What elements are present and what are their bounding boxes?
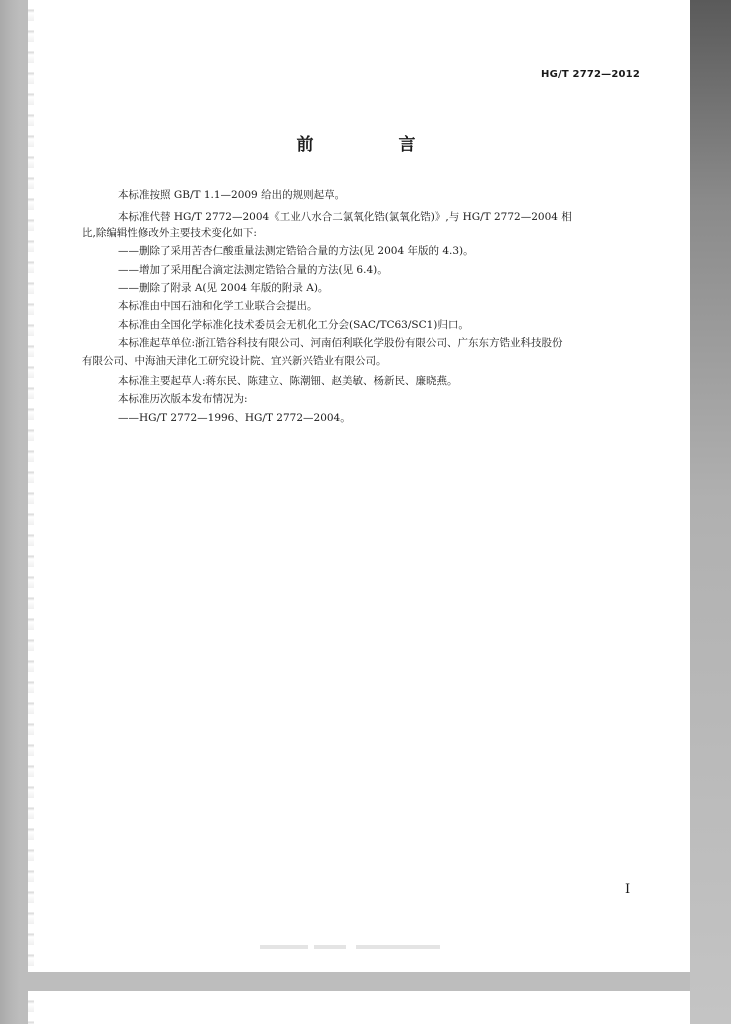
- page-title: 前 言: [296, 135, 450, 155]
- list-item: ——删除了附录 A(见 2004 年版的附录 A)。: [118, 282, 329, 294]
- standard-code: HG/T 2772—2012: [541, 69, 640, 80]
- paragraph-line: 本标准代替 HG/T 2772—2004《工业八水合二氯氧化锆(氯氧化锆)》,与 HG/T 2772—2004 相: [118, 211, 572, 223]
- scan-artifact: [356, 945, 440, 949]
- scan-edge: [28, 991, 34, 1024]
- page-number: I: [625, 882, 631, 897]
- paragraph-line: 本标准历次版本发布情况为:: [118, 393, 248, 405]
- paragraph-line: 比,除编辑性修改外主要技术变化如下:: [82, 227, 257, 239]
- scan-artifact: [314, 945, 346, 949]
- list-item: ——HG/T 2772—1996、HG/T 2772—2004。: [118, 412, 351, 424]
- list-item: ——删除了采用苦杏仁酸重量法测定锆铪合量的方法(见 2004 年版的 4.3)。: [118, 245, 474, 257]
- viewer-gutter: [690, 0, 731, 1024]
- paragraph-line: 本标准由中国石油和化学工业联合会提出。: [118, 300, 318, 312]
- document-page: [28, 0, 690, 972]
- paragraph-line: 本标准按照 GB/T 1.1—2009 给出的规则起草。: [118, 189, 346, 201]
- list-item: ——增加了采用配合滴定法测定锆铪合量的方法(见 6.4)。: [118, 264, 388, 276]
- paragraph-line: 本标准主要起草人:蒋东民、陈建立、陈潮钿、赵美敏、杨新民、廉晓燕。: [118, 375, 458, 387]
- next-page-edge: [28, 991, 690, 1024]
- paragraph-line: 本标准起草单位:浙江锆谷科技有限公司、河南佰利联化学股份有限公司、广东东方锆业科技股份: [118, 337, 563, 349]
- scan-artifact: [260, 945, 308, 949]
- paragraph-line: 本标准由全国化学标准化技术委员会无机化工分会(SAC/TC63/SC1)归口。: [118, 319, 469, 331]
- paragraph-line: 有限公司、中海油天津化工研究设计院、宜兴新兴锆业有限公司。: [82, 355, 387, 367]
